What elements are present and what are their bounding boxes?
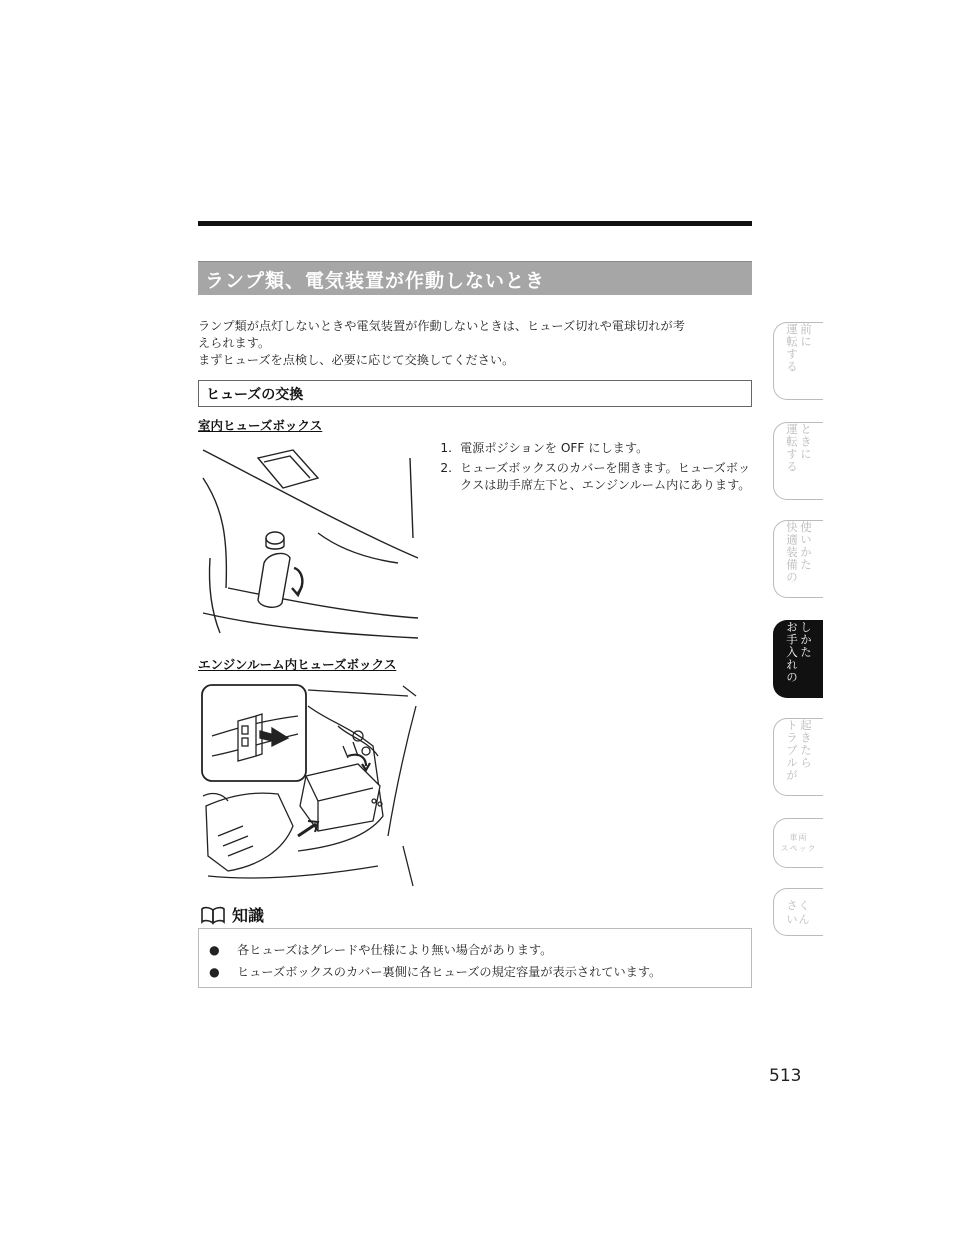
knowledge-box [198, 928, 752, 988]
step-text: 電源ポジションを OFF にします。 [460, 441, 649, 455]
step-number: 1. [440, 441, 452, 455]
side-tab-before-driving[interactable] [773, 322, 823, 400]
intro-paragraph [198, 318, 758, 369]
interior-fuse-box-heading: 室内ヒューズボックス [198, 418, 323, 433]
side-tab-label: 快適装備の [785, 521, 799, 584]
side-tab-while-driving[interactable] [773, 422, 823, 500]
knowledge-text: 各ヒューズはグレードや仕様により無い場合があります。 [237, 943, 553, 957]
step-item [420, 460, 760, 494]
intro-line: まずヒューズを点検し、必要に応じて交換してください。 [198, 353, 515, 367]
knowledge-item [209, 939, 751, 961]
knowledge-text: ヒューズボックスのカバー裏側に各ヒューズの規定容量が表示されています。 [237, 965, 662, 979]
side-tab-comfort-equipment[interactable] [773, 520, 823, 598]
side-tab-troubleshooting[interactable] [773, 718, 823, 796]
side-tab-label: ときに [799, 423, 813, 461]
bullet-icon: ● [209, 943, 220, 957]
book-icon [200, 905, 226, 925]
engine-fuse-box-illustration [198, 676, 424, 888]
interior-fuse-box-illustration [198, 438, 424, 648]
subsection-title-box [198, 380, 752, 407]
step-item [420, 440, 760, 457]
subsection-title: ヒューズの交換 [206, 387, 304, 403]
engine-fuse-box-heading: エンジンルーム内ヒューズボックス [198, 657, 397, 672]
knowledge-item [209, 961, 751, 983]
side-tab-index[interactable] [773, 888, 823, 936]
side-tab-label: しかた [799, 621, 813, 659]
side-tab-label: トラブルが [785, 719, 799, 782]
intro-line: ランプ類が点灯しないときや電気装置が作動しないときは、ヒューズ切れや電球切れが考 [198, 319, 685, 333]
side-tab-label: 車両 [789, 832, 808, 842]
procedure-steps [420, 440, 760, 497]
side-tab-label: 運転する [785, 323, 799, 373]
top-rule [198, 221, 752, 226]
side-tab-vehicle-specs[interactable] [773, 818, 823, 868]
side-tab-label: スペック [780, 843, 817, 853]
side-tab-label: さく [786, 898, 811, 912]
knowledge-title: 知識 [232, 906, 265, 925]
bullet-icon: ● [209, 965, 220, 979]
knowledge-heading [200, 903, 264, 926]
section-title-bar [198, 261, 752, 295]
intro-line: えられます。 [198, 336, 271, 350]
page-number: 513 [769, 1066, 802, 1086]
side-tab-label: 前に [799, 323, 813, 348]
section-title: ランプ類、電気装置が作動しないとき [205, 270, 546, 292]
side-tab-label: 起きたら [799, 719, 813, 769]
side-tab-label: 使いかた [799, 521, 813, 571]
side-tab-label: お手入れの [785, 621, 799, 684]
step-text: ヒューズボックスのカバーを開きます。ヒューズボックスは助手席左下と、エンジンルーム内にあります。 [460, 461, 751, 492]
side-tab-maintenance[interactable] [773, 620, 823, 698]
step-number: 2. [440, 461, 452, 475]
side-tab-label: いん [786, 912, 811, 926]
side-tab-label: 運転する [785, 423, 799, 473]
